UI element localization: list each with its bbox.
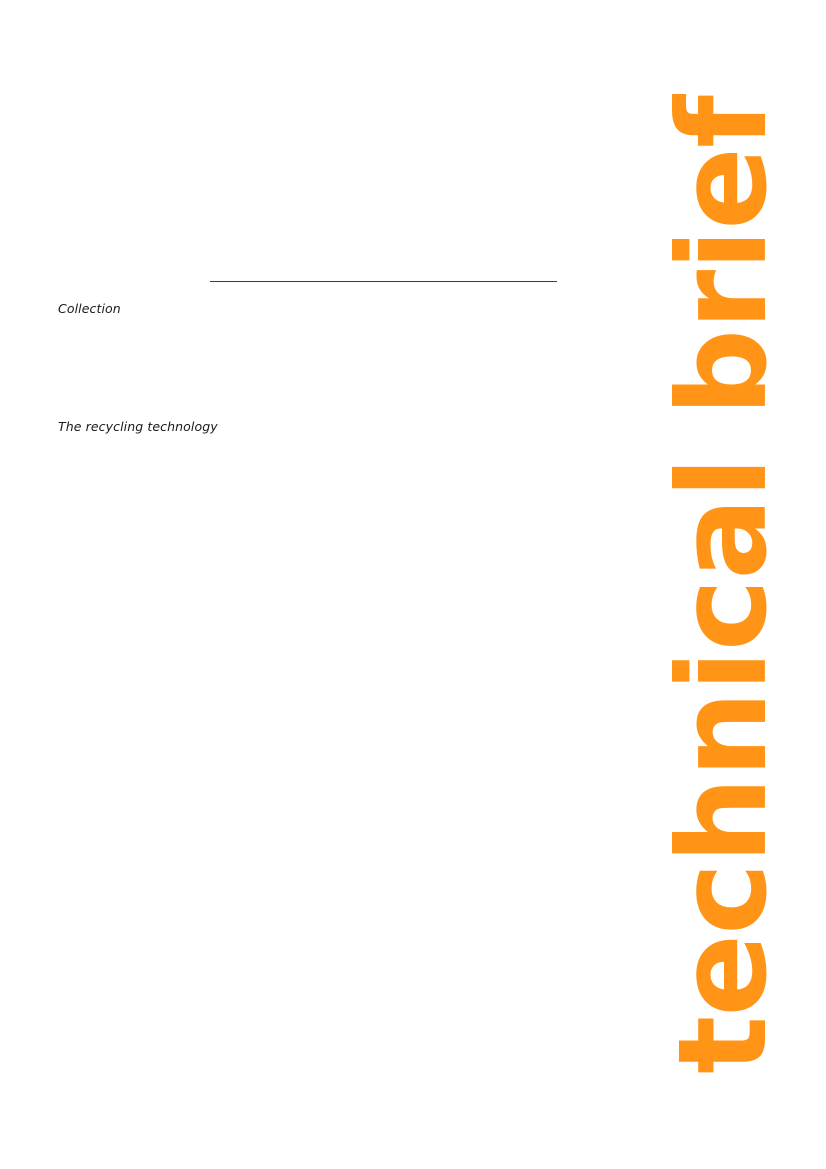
caption-collection: Collection [58,301,121,316]
side-title-container [620,0,826,1169]
caption-recycling-technology: The recycling technology [58,419,218,434]
side-title-technical-brief: technical brief [652,95,794,1074]
horizontal-divider [210,281,557,282]
